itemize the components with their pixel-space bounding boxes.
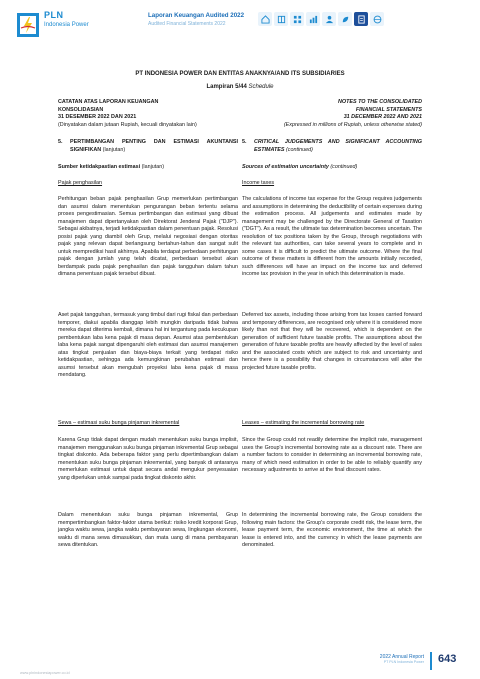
left-section-cont: (lanjutan) [102, 146, 126, 153]
chart-icon[interactable] [306, 12, 320, 26]
page-title: PT INDONESIA POWER DAN ENTITAS ANAKNYA/AND ITS SUBSIDIARIES [135, 71, 345, 77]
right-subsection-cont: (continued) [330, 164, 358, 170]
document-icon[interactable] [354, 12, 368, 26]
home-icon[interactable] [258, 12, 272, 26]
left-subsection-cont: (lanjutan) [141, 164, 165, 170]
right-section-cont: (continued) [285, 146, 313, 153]
left-section-title [58, 139, 238, 154]
left-lease-paragraph-1: Karena Grup tidak dapat dengan mudah menentukan suku bunga implisit, manajemen menggunakan suku bunga pinjaman inkremental Grup sebagai tingkat diskonto. Ada beberapa faktor yang perlu dipertimbangkan dalam menentukan suku bunga pinjaman inkremental, yang banyak di antaranya memerlukan estimasi untuk dapat secara andal mengukur penyesuaian yang diperlukan untuk sampai pada tingkat diskonto akhir. [58, 437, 238, 481]
right-section-heading: CRITICAL JUDGEMENTS AND SIGNIFICANT ACCOUNTING ESTIMATES [254, 139, 422, 153]
grid-icon[interactable] [290, 12, 304, 26]
right-heading-1: NOTES TO THE CONSOLIDATED [338, 99, 422, 105]
right-section-row [242, 139, 422, 154]
report-subtitle: Audited Financial Statements 2022 [148, 21, 226, 27]
logo-pln-text: PLN [44, 10, 64, 20]
left-section-heading: PERTIMBANGAN PENTING DAN ESTIMASI AKUNTANSI SIGNIFIKAN [70, 139, 238, 153]
footer-report-label [364, 655, 424, 664]
right-section-title [242, 139, 422, 154]
schedule-word: Schedule [248, 84, 274, 90]
left-heading [58, 99, 238, 129]
right-tax-heading: Income taxes [242, 180, 275, 186]
schedule-label [0, 84, 480, 90]
left-heading-4: (Dinyatakan dalam jutaan Rupiah, kecuali dinyatakan lain) [58, 121, 197, 128]
right-lease-heading: Leases – estimating the incremental borrowing rate [242, 420, 365, 426]
page-number: 643 [438, 653, 457, 665]
footer-report-title: 2022 Annual Report [379, 654, 424, 660]
left-tax-paragraph-2: Aset pajak tangguhan, termasuk yang timbul dari rugi fiskal dan perbedaan temporer, diakui apabila dianggap lebih mungkin daripada tidak bahwa mereka dapat diterima kembali, dimana hal ini tergantung pada kecukupan pembentukan laba kena pajak di masa depan. Asumsi atas pembentukan laba kena pajak sangat dipengaruhi oleh estimasi dan asumsi manajemen atas tingkat penjualan dan biaya-biaya terkait yang terdapat risiko ketidakpastian, sehingga ada kemungkinan perubahan estimasi dan asumsi tersebut akan mengubah proyeksi laba kena pajak di masa mendatang. [58, 312, 238, 378]
right-heading-4: (Expressed in millions of Rupiah, unless otherwise stated) [283, 121, 422, 128]
right-heading [242, 99, 422, 129]
page-header [0, 0, 480, 46]
left-heading-3: 31 DESEMBER 2022 DAN 2021 [58, 114, 137, 120]
left-tax-heading: Pajak penghasilan [58, 180, 103, 186]
logo-subtext: Indonesia Power [44, 22, 89, 28]
globe-icon[interactable] [370, 12, 384, 26]
book-icon[interactable] [274, 12, 288, 26]
footer-url[interactable]: www.plnindonesiapower.co.id [20, 671, 70, 675]
logo-text [44, 11, 89, 28]
right-heading-3: 31 DECEMBER 2022 AND 2021 [343, 114, 422, 120]
right-lease-paragraph-2: In determining the incremental borrowing rate, the Group considers the following main factors: the Group's corporate credit risk, the lease term, the lease payment term, the economic environment, the time at which the lease is entered into, and the currency in which the lease payments are denominated. [242, 512, 422, 548]
left-lease-heading: Sewa – estimasi suku bunga pinjaman inkremental [58, 420, 180, 426]
footer-divider [430, 652, 432, 670]
schedule-number: Lampiran 5/44 [206, 84, 247, 90]
left-heading-2: KONSOLIDASIAN [58, 106, 104, 113]
right-tax-paragraph-1: The calculations of income tax expense for the Group requires judgements and assumptions in determining the deductibility of certain expenses during the estimation process. All judgements and estimates made by management may be challenged by the Directorate General of Taxation ("DGT"). As a result, the ultimate tax determination becomes uncertain. The resolution of tax positions taken by the Group, through negotiations with the relevant tax authorities, can take several years to complete and in some cases it is difficult to predict the ultimate outcome. Where the final outcome of these matters is different from the amounts initially recorded, such differences will have an impact on the income tax and deferred income tax provision in the year in which this determination is made. [242, 196, 422, 277]
pln-logo-icon [16, 12, 40, 38]
right-heading-2: FINANCIAL STATEMENTS [355, 106, 422, 113]
leaf-icon[interactable] [338, 12, 352, 26]
left-subsection-title: Sumber ketidakpastian estimasi [58, 164, 141, 170]
left-lease-paragraph-2: Dalam menentukan suku bunga pinjaman inkremental, Grup mempertimbangkan faktor-faktor utama berikut: risiko kredit korporat Grup, jangka waktu sewa, jangka waktu pembayaran sewa, lingkungan ekonomi, waktu di mana sewa dimasukkan, dan mata uang di mana pembayaran sewa ditentukan. [58, 512, 238, 548]
right-section-number: 5. [242, 139, 247, 145]
left-subsection [58, 164, 238, 172]
left-section-row [58, 139, 238, 154]
right-subsection-title: Sources of estimation uncertainty [242, 164, 329, 170]
page-footer [0, 645, 480, 679]
right-lease-paragraph-1: Since the Group could not readily determine the implicit rate, management uses the Group's incremental borrowing rate as a discount rate. There are a number factors to consider in determining an incremental borrowing rate, many of which need estimation in order to be able to reliably quantify any necessary adjustments to arrive at the final discount rates. [242, 437, 422, 473]
section-nav [258, 12, 384, 26]
people-icon[interactable] [322, 12, 336, 26]
left-heading-1: CATATAN ATAS LAPORAN KEUANGAN [58, 99, 159, 105]
left-tax-paragraph-1: Perhitungan beban pajak penghasilan Grup memerlukan pertimbangan dan asumsi dalam menentukan pengurangan beban tertentu selama proses pengestimasian. Semua pertimbangan dan estimasi yang dibuat manajemen dapat dipertanyakan oleh Direktorat Jenderal Pajak ("DJP"). Sebagai akibatnya, terjadi ketidakpastian dalam penentuan pajak. Resolusi posisi pajak yang diambil oleh Grup, melalui negosiasi dengan otoritas pajak yang relevan dapat berlangsung bertahun-tahun dan sangat sulit untuk memprediksi hasil akhirnya. Apabila terdapat perbedaan perhitungan pajak dengan jumlah yang telah dicatat, perbedaan tersebut akan berdampak pada pajak penghasilan dan pajak tangguhan dalam tahun dimana penentuan pajak tersebut dibuat. [58, 196, 238, 277]
right-subsection [242, 164, 422, 172]
right-tax-paragraph-2: Deferred tax assets, including those arising from tax losses carried forward and temporary differences, are recognised only where it is considered more likely than not that they will be recovered, which is dependent on the generation of sufficient future taxable profits. The assumptions about the generation of future taxable profits are heavily affected by the level of sales and the associated costs which are subject to risk and uncertainty and hence there is a possibility that changes in circumstances will alter the projected future taxable profits. [242, 312, 422, 371]
footer-report-subtitle: PT PLN Indonesia Power [383, 659, 424, 664]
left-section-number: 5. [58, 139, 63, 145]
report-title: Laporan Keuangan Audited 2022 [148, 12, 245, 19]
